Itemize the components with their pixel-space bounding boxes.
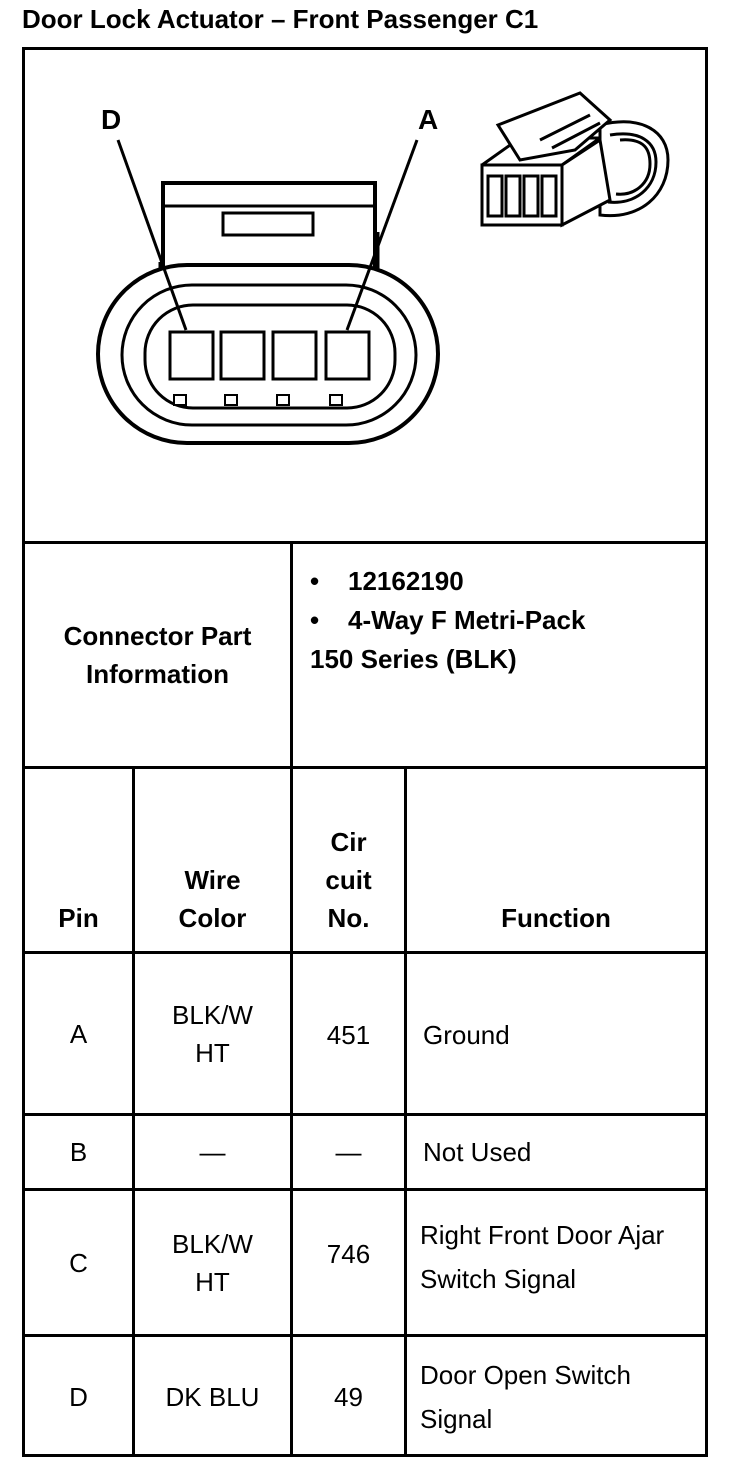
connector-thumbnail	[482, 93, 668, 225]
connector-type: • 4-Way F Metri-Pack	[310, 605, 586, 635]
circuit-b: —	[335, 1137, 362, 1167]
part-number: • 12162190	[310, 566, 464, 596]
connector-series: 150 Series (BLK)	[310, 644, 517, 674]
pin-a: A	[69, 1018, 88, 1049]
header-wire-color: Wire Color	[178, 865, 247, 933]
cavity-a	[326, 332, 369, 379]
pin-d: D	[69, 1382, 88, 1412]
function-a: Ground	[423, 1020, 510, 1050]
pin-b: B	[69, 1137, 88, 1167]
pin-d-label: D	[101, 104, 122, 135]
circuit-d: 49	[334, 1382, 363, 1412]
connector-part-heading: Connector Part Information	[63, 621, 252, 689]
pin-a-label: A	[418, 104, 439, 135]
wire-color-a: BLK/W HT	[172, 999, 253, 1068]
wire-color-d: DK BLU	[165, 1382, 260, 1412]
pin-c: C	[69, 1247, 88, 1278]
circuit-c: 746	[326, 1239, 371, 1269]
function-b: Not Used	[423, 1137, 532, 1167]
connector-diagram	[0, 0, 736, 545]
page-title: Door Lock Actuator – Front Passenger C1	[22, 4, 539, 34]
latch-window	[223, 213, 313, 235]
connector-part-info	[310, 562, 585, 679]
cavity-c	[221, 332, 264, 379]
function-c: Right Front Door Ajar Switch Signal	[420, 1220, 665, 1294]
cavity-d	[170, 332, 213, 379]
header-pin: Pin	[58, 903, 99, 933]
wire-color-b: —	[199, 1137, 226, 1167]
cavity-b	[273, 332, 316, 379]
wire-color-c: BLK/W HT	[172, 1228, 253, 1297]
circuit-a: 451	[326, 1020, 371, 1050]
header-function: Function	[501, 903, 611, 933]
header-circuit: Cir cuit No.	[325, 827, 372, 933]
function-d: Door Open Switch Signal	[420, 1360, 631, 1434]
